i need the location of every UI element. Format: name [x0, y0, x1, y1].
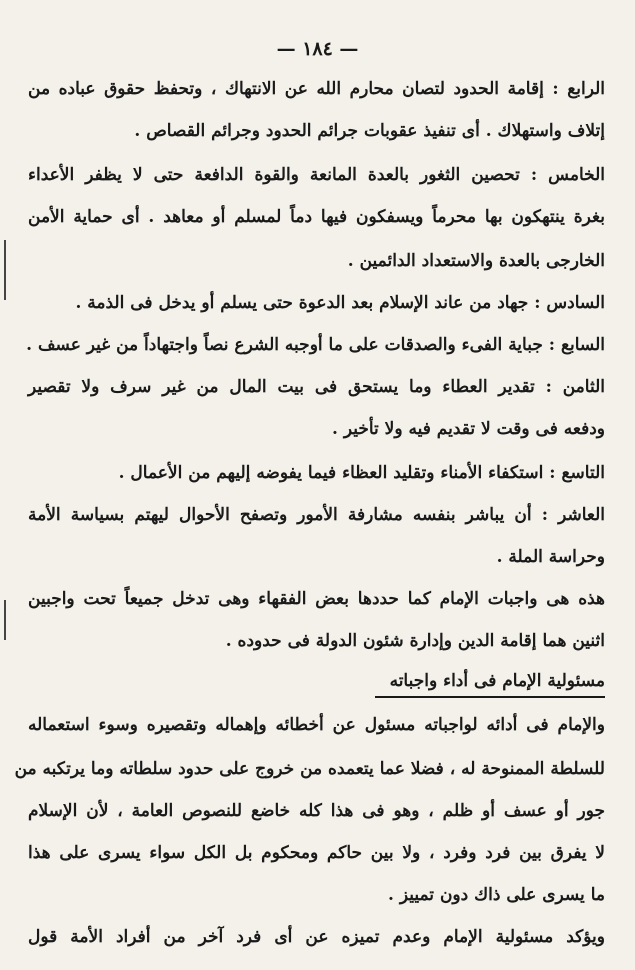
- text-line: السادس : جهاد من عاند الإسلام بعد الدعوة حتى يسلم أو يدخل فى الذمة .: [75, 293, 605, 313]
- text-line: والإمام فى أدائه لواجباته مسئول عن أخطائه وإهماله وتقصيره وسوء استعماله: [28, 715, 605, 735]
- text-line: العاشر : أن يباشر بنفسه مشارفة الأمور وتصفح الأحوال ليهتم بسياسة الأمة: [28, 505, 605, 525]
- text-line: الرابع : إقامة الحدود لتصان محارم الله عن الانتهاك ، وتحفظ حقوق عباده من: [28, 79, 605, 99]
- text-line: وحراسة الملة .: [496, 547, 605, 567]
- scan-margin-mark: [4, 240, 6, 300]
- text-line: هذه هى واجبات الإمام كما حددها بعض الفقهاء وهى تدخل جميعاً تحت واجبين: [28, 589, 605, 609]
- scan-margin-mark: [4, 600, 6, 640]
- text-line: الخارجى بالعدة والاستعداد الدائمين .: [347, 251, 605, 271]
- text-line: لا يفرق بين فرد وفرد ، ولا بين حاكم ومحكوم بل الكل سواء يسرى على هذا: [28, 843, 605, 863]
- text-line: السابع : جباية الفىء والصدقات على ما أوجبه الشرع نصاً واجتهاداً من غير عسف .: [26, 335, 605, 355]
- text-line: إتلاف واستهلاك . أى تنفيذ عقوبات جرائم الحدود وجرائم القصاص .: [134, 121, 605, 141]
- text-line: ويؤكد مسئولية الإمام وعدم تميزه عن أى فرد آخر من أفراد الأمة قول: [28, 927, 605, 947]
- text-line: بغرة ينتهكون بها محرماً ويسفكون فيها دماً لمسلم أو معاهد . أى حماية الأمن: [28, 207, 605, 227]
- text-line: التاسع : استكفاء الأمناء وتقليد العظاء فيما يفوضه إليهم من الأعمال .: [118, 463, 605, 483]
- text-line: للسلطة الممنوحة له ، فضلا عما يتعمده من خروج على حدود سلطاته وما يرتكبه من: [14, 759, 605, 779]
- text-line: ما يسرى على ذاك دون تمييز .: [387, 885, 605, 905]
- text-line: الثامن : تقدير العطاء وما يستحق فى بيت المال من غير سرف ولا تقصير: [28, 377, 605, 397]
- text-line: جور أو عسف أو ظلم ، وهو فى هذا كله خاضع للنصوص العامة ، لأن الإسلام: [28, 801, 605, 821]
- section-heading: مسئولية الإمام فى أداء واجباته: [389, 671, 605, 691]
- text-line: ودفعه فى وقت لا تقديم فيه ولا تأخير .: [331, 419, 605, 439]
- page-number: — ١٨٤ —: [276, 38, 359, 60]
- text-line: اثنين هما إقامة الدين وإدارة شئون الدولة فى حدوده .: [225, 631, 605, 651]
- text-line: الخامس : تحصين الثغور بالعدة المانعة والقوة الدافعة حتى لا يظفر الأعداء: [28, 165, 605, 185]
- heading-underline: [375, 696, 605, 698]
